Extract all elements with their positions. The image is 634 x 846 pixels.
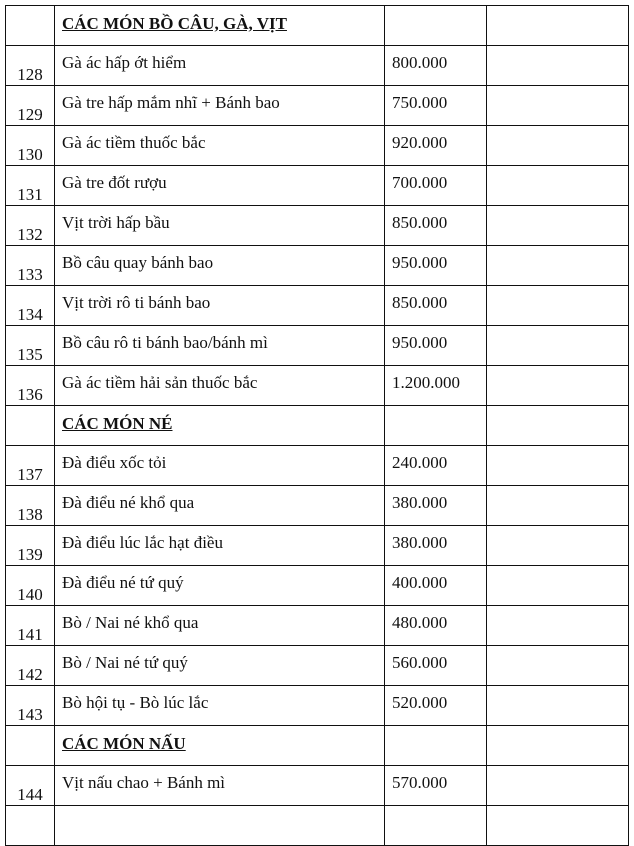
row-number [6,6,55,46]
price-cell [385,6,487,46]
price-cell: 950.000 [385,246,487,286]
note-cell [487,486,629,526]
dish-name: Bồ câu rô ti bánh bao/bánh mì [55,326,385,366]
row-number: 132 [6,206,55,246]
note-cell [487,406,629,446]
price-cell: 920.000 [385,126,487,166]
price-cell: 480.000 [385,606,487,646]
table-row [6,366,629,406]
dish-name: Bò hội tụ - Bò lúc lắc [55,686,385,726]
table-row [6,166,629,206]
price-cell: 570.000 [385,766,487,806]
row-number: 134 [6,286,55,326]
row-number [6,806,55,846]
menu-table [5,5,629,846]
note-cell [487,806,629,846]
table-row [6,486,629,526]
row-number: 137 [6,446,55,486]
table-row [6,766,629,806]
table-row [6,206,629,246]
note-cell [487,166,629,206]
row-number: 142 [6,646,55,686]
table-row [6,46,629,86]
price-cell: 750.000 [385,86,487,126]
note-cell [487,286,629,326]
dish-name: Đà điểu lúc lắc hạt điều [55,526,385,566]
row-number: 133 [6,246,55,286]
section-row-ne [6,406,629,446]
table-row [6,606,629,646]
price-cell: 380.000 [385,486,487,526]
table-row [6,806,629,846]
table-row [6,566,629,606]
price-cell: 560.000 [385,646,487,686]
dish-name: Gà ác tiềm thuốc bắc [55,126,385,166]
dish-name: Gà ác hấp ớt hiểm [55,46,385,86]
price-cell: 520.000 [385,686,487,726]
section-row-poultry [6,6,629,46]
note-cell [487,726,629,766]
section-row-nau [6,726,629,766]
dish-name: Vịt nấu chao + Bánh mì [55,766,385,806]
row-number: 139 [6,526,55,566]
note-cell [487,206,629,246]
note-cell [487,766,629,806]
dish-name: Gà tre đốt rượu [55,166,385,206]
row-number: 144 [6,766,55,806]
table-row [6,646,629,686]
row-number: 136 [6,366,55,406]
note-cell [487,366,629,406]
price-cell [385,806,487,846]
table-row [6,126,629,166]
dish-name: Gà ác tiềm hải sản thuốc bắc [55,366,385,406]
dish-name: Vịt trời hấp bầu [55,206,385,246]
row-number: 141 [6,606,55,646]
price-cell: 380.000 [385,526,487,566]
row-number: 135 [6,326,55,366]
row-number: 129 [6,86,55,126]
table-row [6,246,629,286]
table-row [6,86,629,126]
row-number [6,406,55,446]
price-cell [385,406,487,446]
price-cell: 240.000 [385,446,487,486]
row-number: 131 [6,166,55,206]
section-title: CÁC MÓN NÉ [55,406,385,446]
price-cell: 1.200.000 [385,366,487,406]
row-number: 128 [6,46,55,86]
dish-name: Đà điểu né tứ quý [55,566,385,606]
price-cell: 850.000 [385,286,487,326]
note-cell [487,566,629,606]
section-title: CÁC MÓN BỒ CÂU, GÀ, VỊT [55,6,385,46]
dish-name: Gà tre hấp mắm nhĩ + Bánh bao [55,86,385,126]
note-cell [487,46,629,86]
note-cell [487,6,629,46]
dish-name: Bò / Nai né tứ quý [55,646,385,686]
row-number: 143 [6,686,55,726]
note-cell [487,526,629,566]
table-row [6,326,629,366]
section-title: CÁC MÓN NẤU [55,726,385,766]
price-cell [385,726,487,766]
note-cell [487,446,629,486]
note-cell [487,246,629,286]
row-number: 130 [6,126,55,166]
dish-name: Đà điểu xốc tỏi [55,446,385,486]
dish-name: Đà điểu né khổ qua [55,486,385,526]
table-row [6,526,629,566]
dish-name [55,806,385,846]
dish-name: Vịt trời rô ti bánh bao [55,286,385,326]
dish-name: Bò / Nai né khổ qua [55,606,385,646]
price-cell: 800.000 [385,46,487,86]
note-cell [487,606,629,646]
table-row [6,686,629,726]
price-cell: 850.000 [385,206,487,246]
price-cell: 700.000 [385,166,487,206]
note-cell [487,86,629,126]
row-number: 140 [6,566,55,606]
row-number: 138 [6,486,55,526]
price-cell: 400.000 [385,566,487,606]
note-cell [487,686,629,726]
table-row [6,446,629,486]
table-row [6,286,629,326]
price-cell: 950.000 [385,326,487,366]
note-cell [487,646,629,686]
row-number [6,726,55,766]
note-cell [487,126,629,166]
note-cell [487,326,629,366]
dish-name: Bồ câu quay bánh bao [55,246,385,286]
